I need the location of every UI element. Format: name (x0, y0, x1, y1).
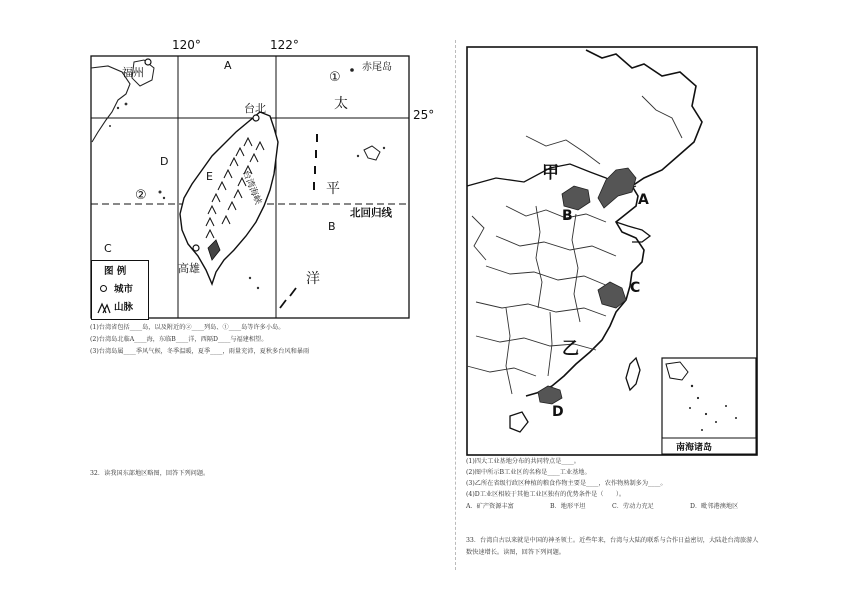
column-divider (455, 40, 456, 570)
taibei-label: 台北 (244, 102, 266, 115)
inset-label: 南海诸岛 (676, 443, 713, 453)
label-yi: 乙 (562, 339, 579, 359)
label-E: E (206, 170, 213, 183)
label-D: D (160, 155, 169, 168)
china-question-2: (2)图中所示B工业区的名称是____工业基地。 (466, 469, 591, 476)
map-legend (91, 260, 149, 320)
legend-city: 城市 (114, 284, 134, 295)
choice-a: A．矿产资源丰富 (466, 503, 514, 510)
china-label-B: B (562, 208, 573, 224)
fuzhou-label: 福州 (122, 66, 144, 79)
question-33-line-1: 33．台湾自古以来就是中国的神圣领土。近些年来，台湾与大陆的联系与合作日益密切，大陆赴台湾旅游人 (466, 537, 759, 544)
taiwan-question-2: (2)台湾岛北临A____海，东临B____洋，西隔D____与福建相望。 (90, 336, 268, 343)
china-map (466, 46, 758, 456)
china-question-1: (1)四大工业基地分布的共同特点是____。 (466, 458, 580, 465)
label-C: C (104, 242, 112, 255)
mountain-symbol-icon (97, 299, 111, 311)
lat-25-label: 25° (413, 108, 435, 122)
china-question-4: (4)D工业区相较于其他工业区独有的优势条件是（ ）。 (466, 491, 626, 498)
question-33-line-2: 数快速增长。读图，回答下列问题。 (466, 549, 565, 556)
choice-d: D．毗邻港澳地区 (690, 503, 739, 510)
china-label-D: D (552, 404, 564, 420)
lon-122-label: 122° (270, 38, 299, 52)
label-1: ① (329, 70, 341, 85)
gaoxiong-dot (193, 245, 199, 251)
taiwan-question-3: (3)台湾岛属____季风气候，冬季温暖，夏季____，雨量充沛，夏秋多台风和暴雨 (90, 348, 310, 355)
china-label-C: C (630, 280, 641, 296)
label-A: A (224, 59, 232, 72)
gaoxiong-label: 高雄 (178, 262, 200, 275)
choice-b: B．地形平坦 (550, 503, 586, 510)
ocean-ping-label: 平 (326, 181, 340, 197)
china-question-3: (3)乙所在省级行政区种植的粮食作物主要是____，农作物熟制多为____。 (466, 480, 667, 487)
china-label-A: A (638, 192, 649, 208)
choice-c: C．劳动力充足 (612, 503, 654, 510)
strait-label: 台湾海峡 (239, 169, 263, 207)
legend-mountain: 山脉 (114, 302, 134, 313)
tropic-label: 北回归线 (350, 207, 392, 219)
taiwan-map (88, 38, 435, 320)
taiwan-question-1: (1)台湾省包括____岛，以及附近的②____列岛、①____岛等许多小岛。 (90, 324, 285, 331)
lon-120-label: 120° (172, 38, 201, 52)
ocean-yang-label: 洋 (306, 271, 320, 287)
city-symbol-icon (100, 285, 107, 292)
label-2: ② (135, 188, 147, 203)
label-B: B (328, 220, 336, 233)
question-32: 32．读我国东部地区略图，回答下列问题。 (90, 470, 210, 477)
fuzhou-dot (145, 59, 151, 65)
legend-title: 图 例 (104, 266, 127, 277)
china-map-svg (466, 46, 758, 456)
label-jia: 甲 (542, 163, 559, 183)
ocean-tai-label: 太 (334, 96, 348, 112)
chiwei-label: 赤尾岛 (362, 62, 392, 73)
